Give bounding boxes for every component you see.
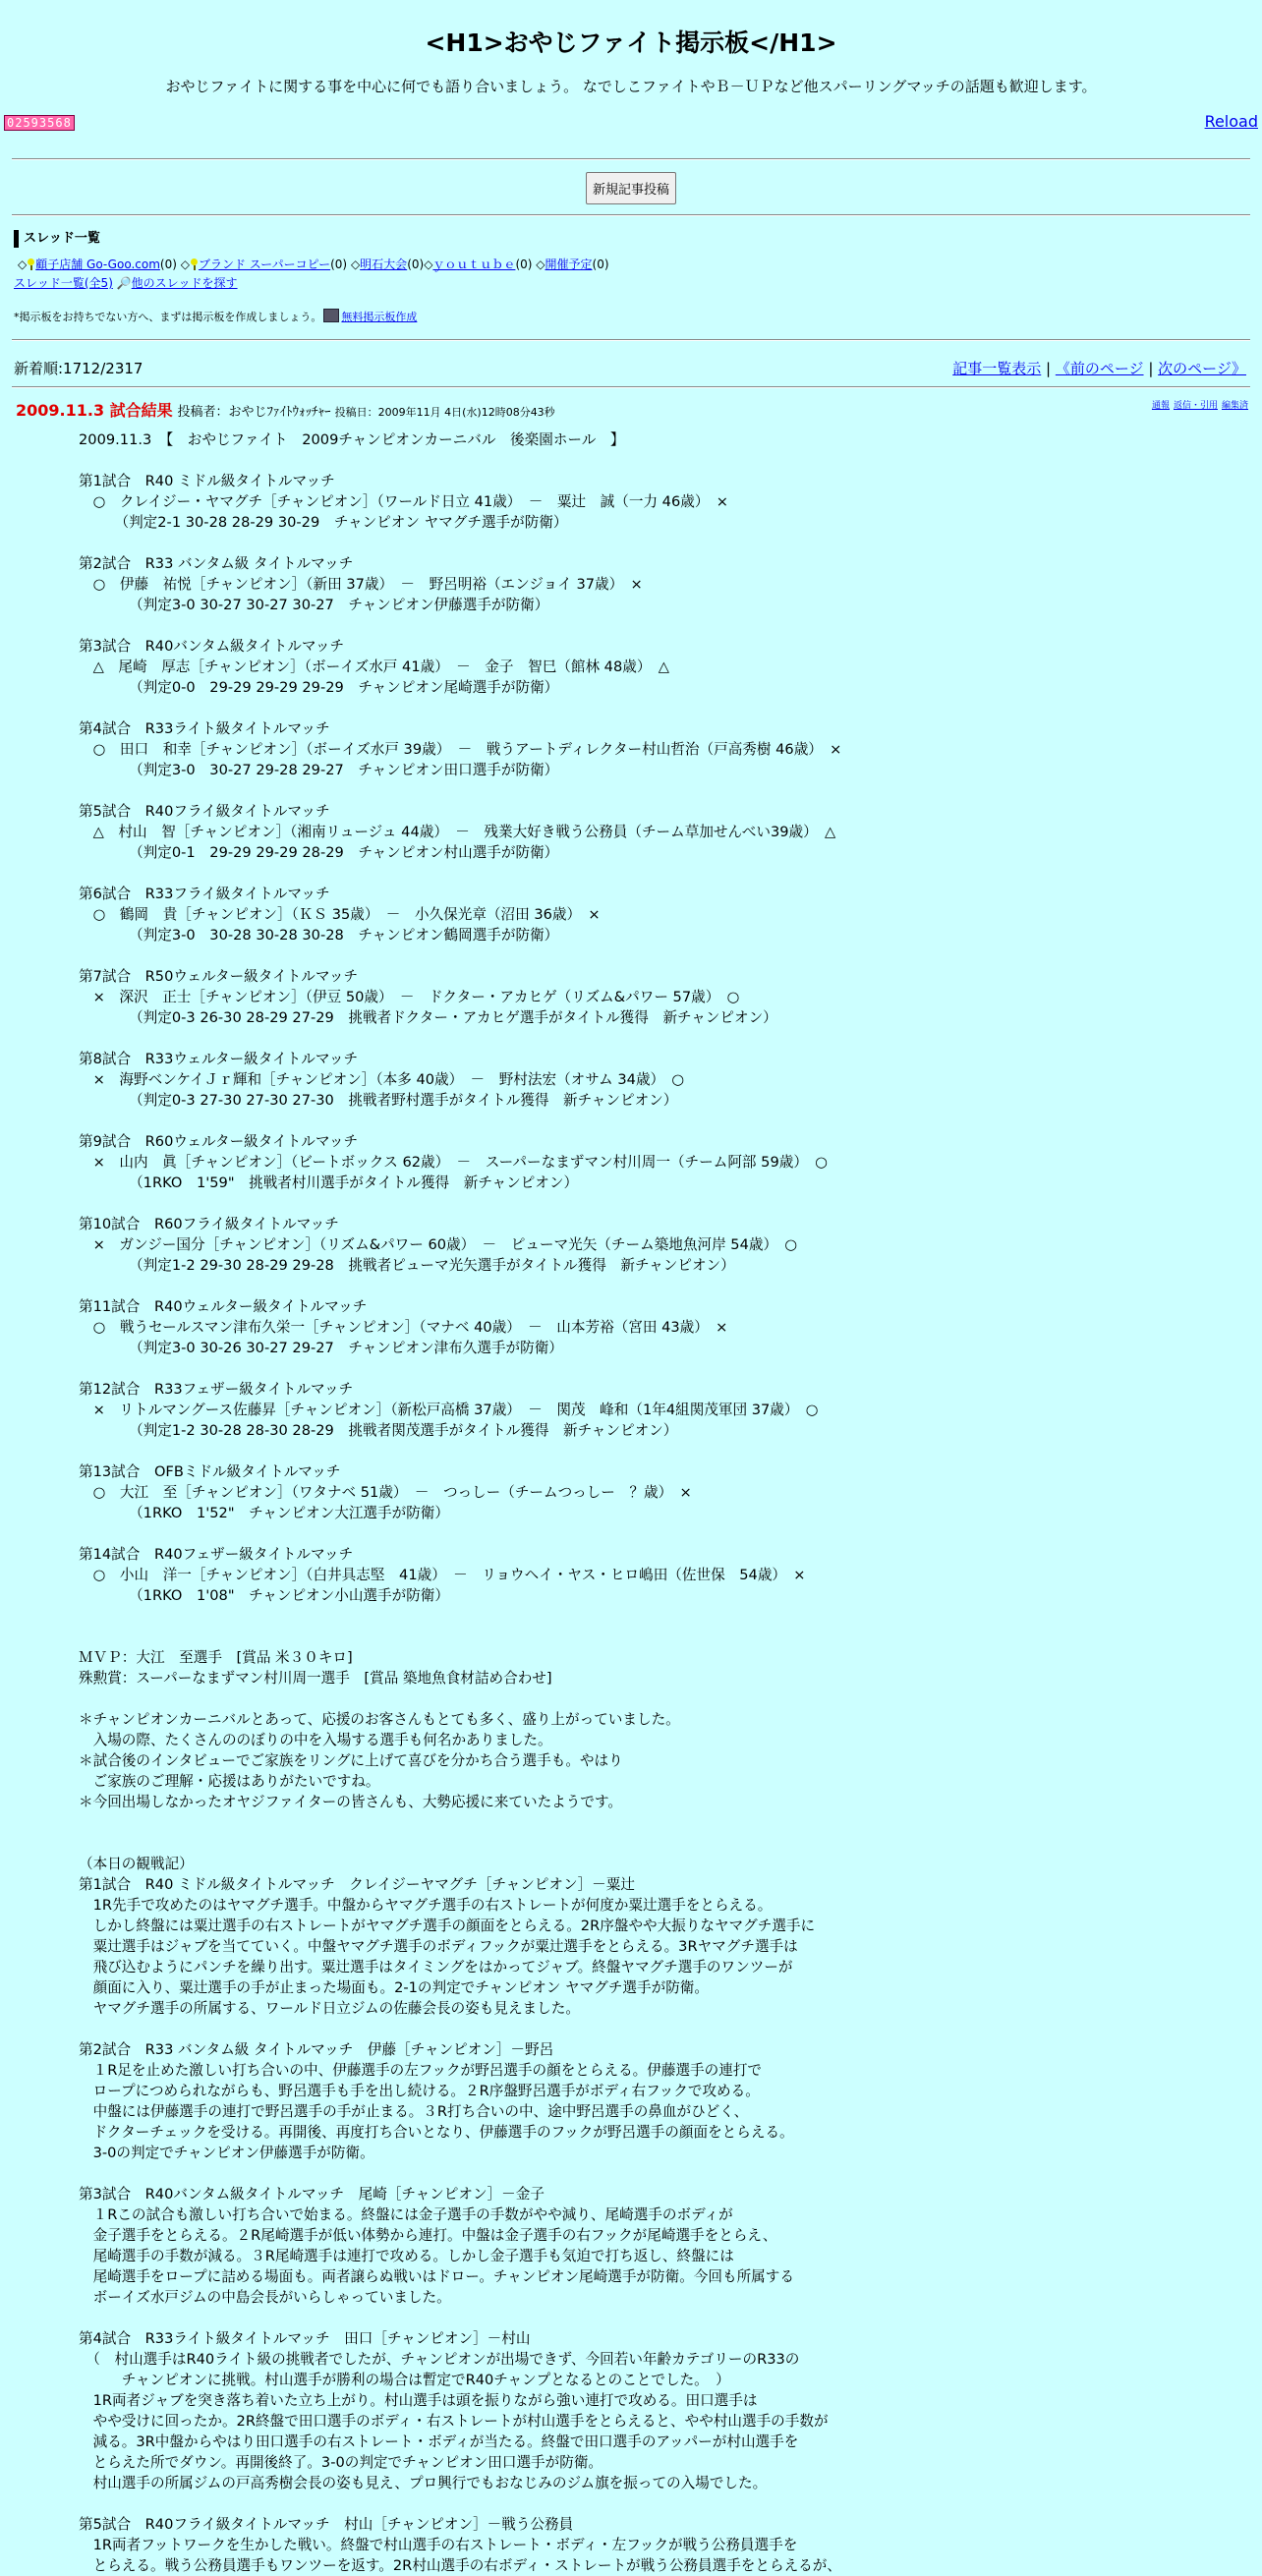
thread-link[interactable]: ｙｏｕｔｕｂｅ — [432, 258, 516, 271]
post-title: 2009.11.3 試合結果 — [16, 401, 173, 420]
post-tools — [1148, 396, 1248, 417]
thread-link[interactable]: 明石大会 — [360, 258, 408, 271]
post-header — [16, 400, 1250, 424]
thread-link[interactable]: ブランド スーパーコピー — [198, 258, 331, 271]
prev-page-link[interactable]: 《前のページ — [1055, 360, 1144, 377]
author-label: 投稿者： — [177, 405, 229, 420]
create-board-note: *掲示板をお持ちでない方へ、まずは掲示板を作成しましょう。 無料掲示板作成 — [14, 311, 418, 323]
next-page-link[interactable]: 次のページ》 — [1158, 360, 1246, 377]
thread-link[interactable]: 顧子店舗 Go-Goo.com — [35, 258, 160, 271]
thread-list — [14, 256, 1262, 293]
thread-row: ◇ 顧子店舗 Go-Goo.com(0) ◇ ブランド スーパーコピー(0) ◇明石大会(0)◇ｙｏｕｔｕｂｅ(0) ◇開催予定(0) — [18, 258, 609, 271]
post-list-link[interactable]: 記事一覧表示 — [952, 360, 1042, 377]
board-icon — [323, 309, 339, 322]
new-count: 新着順:1712/2317 — [14, 360, 143, 377]
all-threads-link[interactable]: スレッド一覧(全5) — [14, 276, 113, 290]
lightbulb-icon — [27, 258, 35, 270]
divider — [12, 158, 1250, 160]
divider — [12, 214, 1250, 216]
divider — [12, 339, 1250, 341]
pagination-row: 新着順:1712/2317 記事一覧表示 | 《前のページ | 次のページ》 — [14, 360, 1246, 377]
lightbulb-icon — [190, 258, 199, 270]
edited-link[interactable]: 編集済 — [1221, 401, 1248, 411]
post-date: 投稿日：2009年11月 4日(水)12時08分43秒 — [334, 406, 555, 419]
magnifier-icon: 🔎 — [116, 276, 132, 290]
thread-list-heading: スレッド一覧 — [14, 230, 1262, 248]
post-body: 2009.11.3 【 おやじファイト 2009チャンピオンカーニバル 後楽園ホール 】 第1試合 R40 ミドル級タイトルマッチ ○ クレイジー・ヤマグチ［チャンピオン］（ワールド日立 41歳） － 粟辻 誠（一力 46歳） × （判定2-1 30-28 28-29 30-29 チャンピオン ヤマグチ選手が防衛） 第2試合 R33 バンタム級 タイトルマッチ ○ 伊藤 祐悦［チャンピオン］（新田 37歳） － 野呂明裕（エンジョイ 37歳） × （判定3-0 30-27 30-27 30-27 チャンピオン伊藤選手が防衛） 第3試合 R40バンタム級タイトルマッチ △ 尾崎 厚志［チャンピオン］（ボーイズ水戸 41歳） － 金子 智巳（館林 48歳） △ （判定0-0 29-29 29-29 29-29 チャンピオン尾崎選手が防衛） 第4試合 R33ライト級タイトルマッチ ○ 田口 和幸［チャンピオン］（ボーイズ水戸 39歳） － 戦うアートディレクター村山哲治（戸高秀樹 46歳） × （判定3-0 30-27 29-28 29-27 チャンピオン田口選手が防衛） 第5試合 R40フライ級タイトルマッチ △ 村山 智［チャンピオン］（湘南リュージュ 44歳） － 残業大好き戦う公務員（チーム草加せんべい39歳） △ （判定0-1 29-29 29-29 28-29 チャンピオン村山選手が防衛） 第6試合 R33フライ級タイトルマッチ ○ 鶴岡 貴［チャンピオン］（ＫＳ 35歳） － 小久保光章（沼田 36歳） × （判定3-0 30-28 30-28 30-28 チャンピオン鶴岡選手が防衛） 第7試合 R50ウェルター級タイトルマッチ × 深沢 正士［チャンピオン］（伊豆 50歳） － ドクター・アカヒゲ（リズム&パワー 57歳） ○ （判定0-3 26-30 28-29 27-29 挑戦者ドクター・アカヒゲ選手がタイトル獲得 新チャンピオン） 第8試合 R33ウェルター級タイトルマッチ × 海野ベンケイＪｒ輝和［チャンピオン］（本多 40歳） － 野村法宏（オサム 34歳） ○ （判定0-3 27-30 27-30 27-30 挑戦者野村選手がタイトル獲得 新チャンピオン） 第9試合 R60ウェルター級タイトルマッチ × 山内 眞［チャンピオン］（ビートボックス 62歳） － スーパーなまずマン村川周一（チーム阿部 59歳） ○ （1RKO 1'59" 挑戦者村川選手がタイトル獲得 新チャンピオン） 第10試合 R60フライ級タイトルマッチ × ガンジー国分［チャンピオン］（リズム&パワー 60歳） － ピューマ光矢（チーム築地魚河岸 54歳） ○ （判定1-2 29-30 28-29 29-28 挑戦者ピューマ光矢選手がタイトル獲得 新チャンピオン） 第11試合 R40ウェルター級タイトルマッチ ○ 戦うセールスマン津布久栄一［チャンピオン］（マナベ 40歳） － 山本芳裕（宮田 43歳） × （判定3-0 30-26 30-27 29-27 チャンピオン津布久選手が防衛） 第12試合 R33フェザー級タイトルマッチ × リトルマングース佐藤昇［チャンピオン］（新松戸高橋 37歳） － 関茂 峰和（1年4組関茂軍団 37歳） ○ （判定1-2 30-28 28-30 28-29 挑戦者関茂選手がタイトル獲得 新チャンピオン） 第13試合 OFBミドル級タイトルマッチ ○ 大江 至［チャンピオン］（ワタナベ 51歳） － つっしー（チームつっしー ？歳） × （1RKO 1'52" チャンピオン大江選手が防衛） 第14試合 R40フェザー級タイトルマッチ ○ 小山 洋一［チャンピオン］（白井具志堅 41歳） － リョウヘイ・ヤス・ヒロ嶋田（佐世保 54歳） × （1RKO 1'08" チャンピオン小山選手が防衛） ＭＶＰ：大江 至選手 [賞品 米３０キロ] 殊勲賞：スーパーなまずマン村川周一選手 [賞品 築地魚食材詰め合わせ] ＊チャンピオンカーニバルとあって、応援のお客さんもとても多く、盛り上がっていました。 入場の際、たくさんののぼりの中を入場する選手も何名かありました。 ＊試合後のインタビューでご家族をリングに上げて喜びを分かち合う選手も。やはり ご家族のご理解・応援はありがたいですね。 ＊今回出場しなかったオヤジファイターの皆さんも、大勢応援に来ていたようです。 （本日の観戦記） 第1試合 R40 ミドル級タイトルマッチ クレイジーヤマグチ［チャンピオン］－粟辻 1R先手で攻めたのはヤマグチ選手。中盤からヤマグチ選手の右ストレートが何度か粟辻選手をとらえる。 しかし終盤には粟辻選手の右ストレートがヤマグチ選手の顔面をとらえる。2R序盤やや大振りなヤマグチ選手に 粟辻選手はジャブを当てていく。中盤ヤマグチ選手のボディフックが粟辻選手をとらえる。3Rヤマグチ選手は 飛び込むようにパンチを繰り出す。粟辻選手はタイミングをはかってジャブ。終盤ヤマグチ選手のワンツーが 顔面に入り、粟辻選手の手が止まった場面も。2-1の判定でチャンピオン ヤマグチ選手が防衛。 ヤマグチ選手の所属する、ワールド日立ジムの佐藤会長の姿も見えました。 第2試合 R33 バンタム級 タイトルマッチ 伊藤［チャンピオン］－野呂 １R足を止めた激しい打ち合いの中、伊藤選手の左フックが野呂選手の顔をとらえる。伊藤選手の連打で ロープにつめられながらも、野呂選手も手を出し続ける。２R序盤野呂選手がボディ右フックで攻める。 中盤には伊藤選手の連打で野呂選手の手が止まる。３R打ち合いの中、途中野呂選手の鼻血がひどく、 ドクターチェックを受ける。再開後、再度打ち合いとなり、伊藤選手のフックが野呂選手の顔面をとらえる。 3-0の判定でチャンピオン伊藤選手が防衛。 第3試合 R40バンタム級タイトルマッチ 尾崎［チャンピオン］－金子 １Rこの試合も激しい打ち合いで始まる。終盤には金子選手の手数がやや減り、尾崎選手のボディが 金子選手をとらえる。２R尾崎選手が低い体勢から連打。中盤は金子選手の右フックが尾崎選手をとらえ、 尾崎選手の手数が減る。３R尾崎選手は連打で攻める。しかし金子選手も気迫で打ち返し、終盤には 尾崎選手をロープに詰める場面も。両者譲らぬ戦いはドロー。チャンピオン尾崎選手が防衛。今回も所属する ボーイズ水戸ジムの中島会長がいらしゃっていました。 第4試合 R33ライト級タイトルマッチ 田口［チャンピオン］－村山 （ 村山選手はR40ライト級の挑戦者でしたが、チャンピオンが出場できず、今回若い年齢カテゴリーのR33の チャンピオンに挑戦。村山選手が勝利の場合は暫定でR40チャンプとなるとのことでした。 ） 1R両者ジャブを突き落ち着いた立ち上がり。村山選手は頭を振りながら強い連打で攻める。田口選手は やや受けに回ったか。2R終盤で田口選手のボディ・右ストレートが村山選手をとらえると、やや村山選手の手数が 減る。3R中盤からやはり田口選手の右ストレート・ボディが当たる。終盤で田口選手のアッパーが村山選手を とらえた所でダウン。再開後終了。3-0の判定でチャンピオン田口選手が防衛。 村山選手の所属ジムの戸高秀樹会長の姿も見え、プロ興行でもおなじみのジム旗を振っての入場でした。 第5試合 R40フライ級タイトルマッチ 村山［チャンピオン］－戦う公務員 1R両者フットワークを生かした戦い。終盤で村山選手の右ストレート・ボディ・左フックが戦う公務員選手を とらえる。戦う公務員選手もワンツーを返す。2R村山選手の右ボディ・ストレートが戦う公務員選手をとらえるが、 — [79, 431, 842, 2574]
report-link[interactable]: 通報 — [1151, 401, 1170, 411]
reply-quote-link[interactable]: 返信・引用 — [1173, 401, 1218, 411]
access-counter: 02593568 — [4, 115, 75, 131]
create-board-link[interactable]: 無料掲示板作成 — [341, 311, 418, 323]
thread-link[interactable]: 開催予定 — [545, 258, 593, 271]
reload-link[interactable]: Reload — [1204, 112, 1258, 131]
new-post-button[interactable]: 新規記事投稿 — [586, 172, 676, 204]
post-author: おやじﾌｧｲﾄｳｫｯﾁｬｰ — [228, 405, 331, 420]
thread-footer — [14, 274, 1262, 293]
search-threads-link[interactable]: 他のスレッドを探す — [131, 276, 238, 290]
board-description: おやじファイトに関する事を中心に何でも語り合いましょう。 なでしこファイトやＢ－ＵＰなど他スパーリングマッチの話題も歓迎します。 — [165, 78, 1097, 95]
divider — [12, 386, 1250, 388]
counter-row — [0, 111, 1262, 133]
page-title: <H1>おやじファイト掲示板</H1> — [425, 29, 837, 57]
